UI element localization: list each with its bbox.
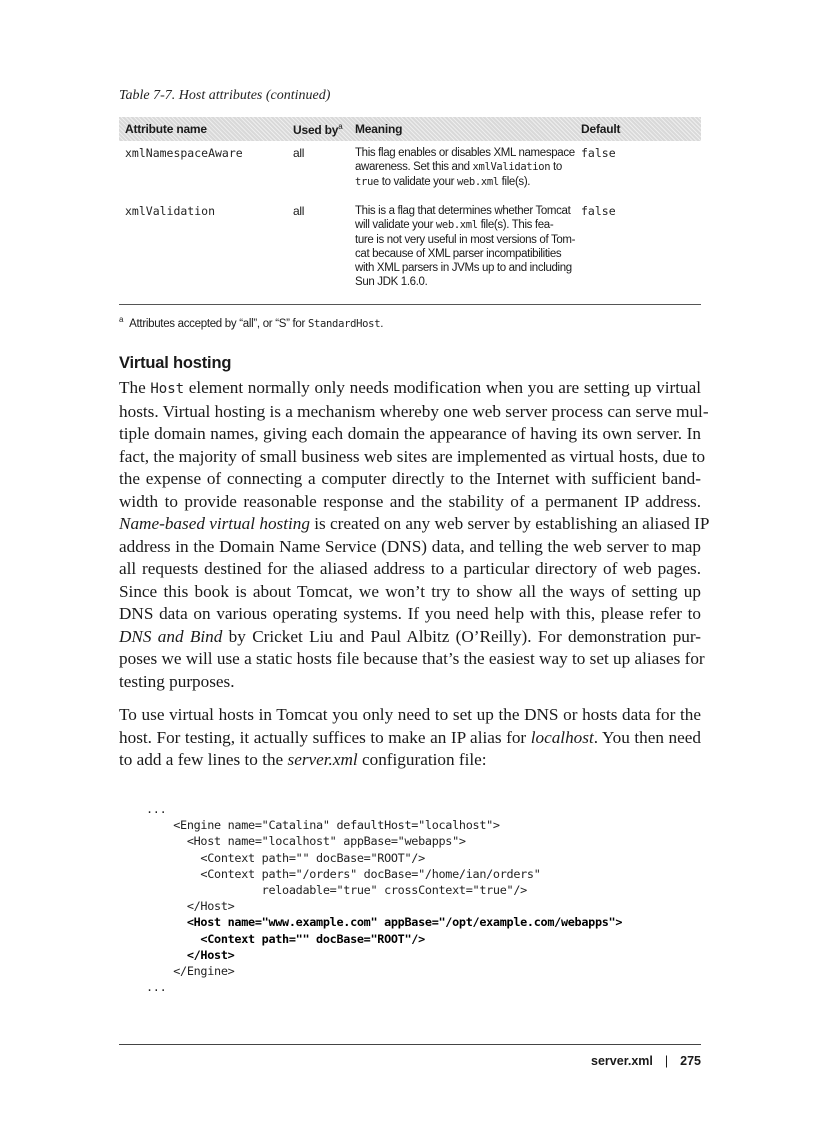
code-line: ... [146,802,167,816]
text-line: fact, the majority of small business web sites are implemented as virtual hosts, due to [119,446,706,466]
meaning-line: true to validate your web.xml file(s). [355,175,531,188]
text-line: all requests destined for the aliased address to a particular directory of web pages. [119,559,701,578]
text-line: hosts. Virtual hosting is a mechanism whereby one web server process can serve mul- [119,401,709,421]
used-by-value: all [293,204,305,218]
header-meaning: Meaning [355,122,403,136]
section-heading: Virtual hosting [119,354,232,372]
footer-section-title: server.xml [591,1054,653,1068]
footnote-marker: a [119,315,124,324]
table-footnote: $^a$ Attributes accepted by “all”, or “S” for StandardHost. [119,315,384,330]
code-line-highlighted: <Host name="www.example.com" appBase="/opt/example.com/webapps"> [146,915,623,930]
footer-rule [119,1044,701,1045]
code-line: ... [146,980,167,995]
text-line: width to provide reasonable response and the stability of a permanent IP address. [119,491,701,511]
text-line: testing purposes. [119,671,235,691]
text-line: tiple domain names, giving each domain the appearance of having its own server. In [119,424,701,443]
paragraph [119,704,701,772]
footer-separator: | [664,1054,669,1068]
code-line: reloadable="true" crossContext="true"/> [146,883,527,898]
paragraph [119,377,710,693]
text-line: to add a few lines to the server.xml configuration file: [119,750,487,769]
attribute-name: xmlNamespaceAware [125,146,243,160]
meaning-line: This flag enables or disables XML namespace [355,147,575,159]
meaning-text [355,204,576,290]
text-line: the expense of connecting a computer directly to the Internet with sufficient band- [119,469,701,488]
header-default: Default [581,122,621,136]
code-line-highlighted: </Host> [146,947,235,962]
header-used-by: Used $by^a$ [293,122,343,137]
code-line: <Host name="localhost" appBase="webapps"> [146,834,466,849]
meaning-line: awareness. Set this and xmlValidation to [355,161,562,174]
attribute-name: xmlValidation [125,204,216,218]
text-line: Since this book is about Tomcat, we won’t try to show all the ways of setting up [119,581,701,601]
page-number: 275 [680,1054,701,1068]
code-line: <Context path="" docBase="ROOT"/> [146,850,425,865]
meaning-line: This is a flag that determines whether Tomcat [355,205,571,217]
meaning-line: ture is not very useful in most versions of Tom- [355,233,576,246]
table-row [119,146,701,204]
default-value: false [581,204,616,218]
meaning-line: cat because of XML parser incompatibilities [355,247,562,260]
host-attributes-table [119,117,701,304]
text-line: DNS and Bind by Cricket Liu and Paul Albitz (O’Reilly). For demonstration pur- [119,626,701,646]
text-line: Name-based virtual hosting is created on any web server by establishing an aliased IP [119,514,710,533]
footnote-marker: a [338,122,343,131]
code-listing [146,801,622,995]
table-bottom-rule [119,304,701,305]
meaning-line: with XML parsers in JVMs up to and including [355,262,572,275]
code-line-highlighted: <Context path="" docBase="ROOT"/> [146,931,425,946]
code-line: <Context path="/orders" docBase="/home/ian/orders" [146,866,541,881]
page-footer [591,1054,701,1068]
table-row [119,204,701,304]
code-line: </Engine> [146,964,235,979]
code-line: </Host> [146,899,235,914]
text-line: The Host element normally only needs modification when you are setting up virtual [119,378,701,397]
meaning-line: Sun JDK 1.6.0. [355,276,428,289]
text-line: DNS data on various operating systems. If you need help with this, please refer to [119,604,701,623]
table-caption: Table 7-7. Host attributes (continued) [119,88,331,103]
text-line: host. For testing, it actually suffices to make an IP alias for localhost. You then need [119,727,701,747]
text-line: address in the Domain Name Service (DNS) data, and telling the web server to map [119,536,701,556]
code-line: <Engine name="Catalina" defaultHost="localhost"> [146,818,500,833]
header-attribute-name: Attribute name [125,122,207,136]
text-line: To use virtual hosts in Tomcat you only need to set up the DNS or hosts data for the [119,705,701,724]
used-by-value: all [293,146,305,160]
text-line: poses we will use a static hosts file because that’s the easiest way to set up aliases for [119,649,705,668]
default-value: false [581,146,616,160]
meaning-text [355,146,575,189]
meaning-line: will validate your web.xml file(s). This fea- [355,219,554,232]
table-header [119,117,701,141]
